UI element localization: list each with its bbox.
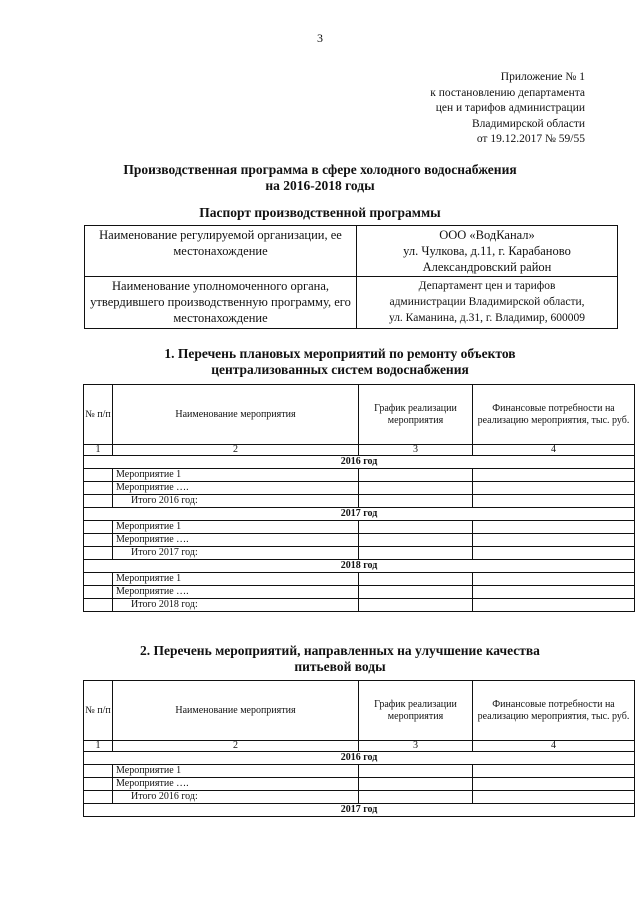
passport-label: Наименование регулируемой организации, ее местонахождение <box>85 226 357 277</box>
table-row <box>84 469 635 482</box>
year-row: 2018 год <box>84 560 635 573</box>
item-label: Мероприятие …. <box>113 586 359 599</box>
appendix-line-2: к постановлению департамента <box>430 86 585 99</box>
table-row <box>84 534 635 547</box>
col-schedule-header: График реализации мероприятия <box>359 681 473 741</box>
year-row: 2017 год <box>84 804 635 817</box>
table-row <box>84 791 635 804</box>
col-number: 4 <box>473 741 635 752</box>
section1-title-line-1: 1. Перечень плановых мероприятий по ремонту объектов <box>164 346 516 361</box>
passport-value-line: ул. Чулкова, д.11, г. Карабаново <box>403 244 571 258</box>
passport-value-line: Александровский район <box>422 260 552 274</box>
section1-title-line-2: централизованных систем водоснабжения <box>211 362 469 377</box>
appendix-line-4: Владимирской области <box>471 117 585 130</box>
table-row <box>84 573 635 586</box>
passport-value <box>357 277 618 329</box>
document-title <box>80 162 560 194</box>
section2-title-line-1: 2. Перечень мероприятий, направленных на улучшение качества <box>140 643 540 658</box>
passport-value <box>357 226 618 277</box>
table-row <box>84 521 635 534</box>
passport-value-line: ул. Каманина, д.31, г. Владимир, 600009 <box>388 312 586 324</box>
item-label: Мероприятие 1 <box>113 573 359 586</box>
item-label: Мероприятие 1 <box>113 521 359 534</box>
total-label: Итого 2017 год: <box>113 547 359 560</box>
year-row: 2016 год <box>84 456 635 469</box>
item-label: Мероприятие 1 <box>113 765 359 778</box>
title-line-1: Производственная программа в сфере холодного водоснабжения <box>123 162 517 177</box>
passport-value-line: администрации Владимирской области, <box>389 296 585 308</box>
col-finance-header: Финансовые потребности на реализацию мероприятия, тыс. руб. <box>473 681 635 741</box>
section1-table <box>83 384 635 612</box>
table-row <box>84 547 635 560</box>
col-num-header: № п/п <box>84 385 113 445</box>
table-row <box>84 778 635 791</box>
total-label: Итого 2018 год: <box>113 599 359 612</box>
table-row <box>84 482 635 495</box>
table-row <box>84 599 635 612</box>
appendix-block <box>430 70 585 148</box>
table-row <box>84 586 635 599</box>
col-number: 1 <box>84 741 113 752</box>
col-schedule-header: График реализации мероприятия <box>359 385 473 445</box>
year-row: 2017 год <box>84 508 635 521</box>
item-label: Мероприятие …. <box>113 482 359 495</box>
passport-table <box>84 225 618 329</box>
year-row: 2016 год <box>84 752 635 765</box>
section1-title <box>100 346 580 378</box>
item-label: Мероприятие 1 <box>113 469 359 482</box>
col-number: 3 <box>359 741 473 752</box>
section2-title-line-2: питьевой воды <box>294 659 386 674</box>
item-label: Мероприятие …. <box>113 778 359 791</box>
col-num-header: № п/п <box>84 681 113 741</box>
table-row <box>84 495 635 508</box>
col-finance-header: Финансовые потребности на реализацию мероприятия, тыс. руб. <box>473 385 635 445</box>
passport-heading: Паспорт производственной программы <box>199 205 441 220</box>
col-name-header: Наименование мероприятия <box>113 681 359 741</box>
item-label: Мероприятие …. <box>113 534 359 547</box>
col-number: 2 <box>113 445 359 456</box>
col-number: 3 <box>359 445 473 456</box>
passport-label: Наименование уполномоченного органа, утвердившего производственную программу, его местонахождение <box>85 277 357 329</box>
col-name-header: Наименование мероприятия <box>113 385 359 445</box>
total-label: Итого 2016 год: <box>113 495 359 508</box>
title-line-2: на 2016-2018 годы <box>265 178 375 193</box>
col-number: 4 <box>473 445 635 456</box>
appendix-line-1: Приложение № 1 <box>500 71 585 83</box>
col-number: 2 <box>113 741 359 752</box>
total-label: Итого 2016 год: <box>113 791 359 804</box>
section2-title <box>100 643 580 675</box>
page-number: 3 <box>317 31 323 45</box>
table-row <box>84 765 635 778</box>
col-number: 1 <box>84 445 113 456</box>
appendix-line-5: от 19.12.2017 № 59/55 <box>476 133 585 145</box>
passport-value-line: Департамент цен и тарифов <box>418 280 556 292</box>
appendix-line-3: цен и тарифов администрации <box>435 102 585 114</box>
section2-table <box>83 680 635 817</box>
passport-value-line: ООО «ВодКанал» <box>439 228 535 242</box>
